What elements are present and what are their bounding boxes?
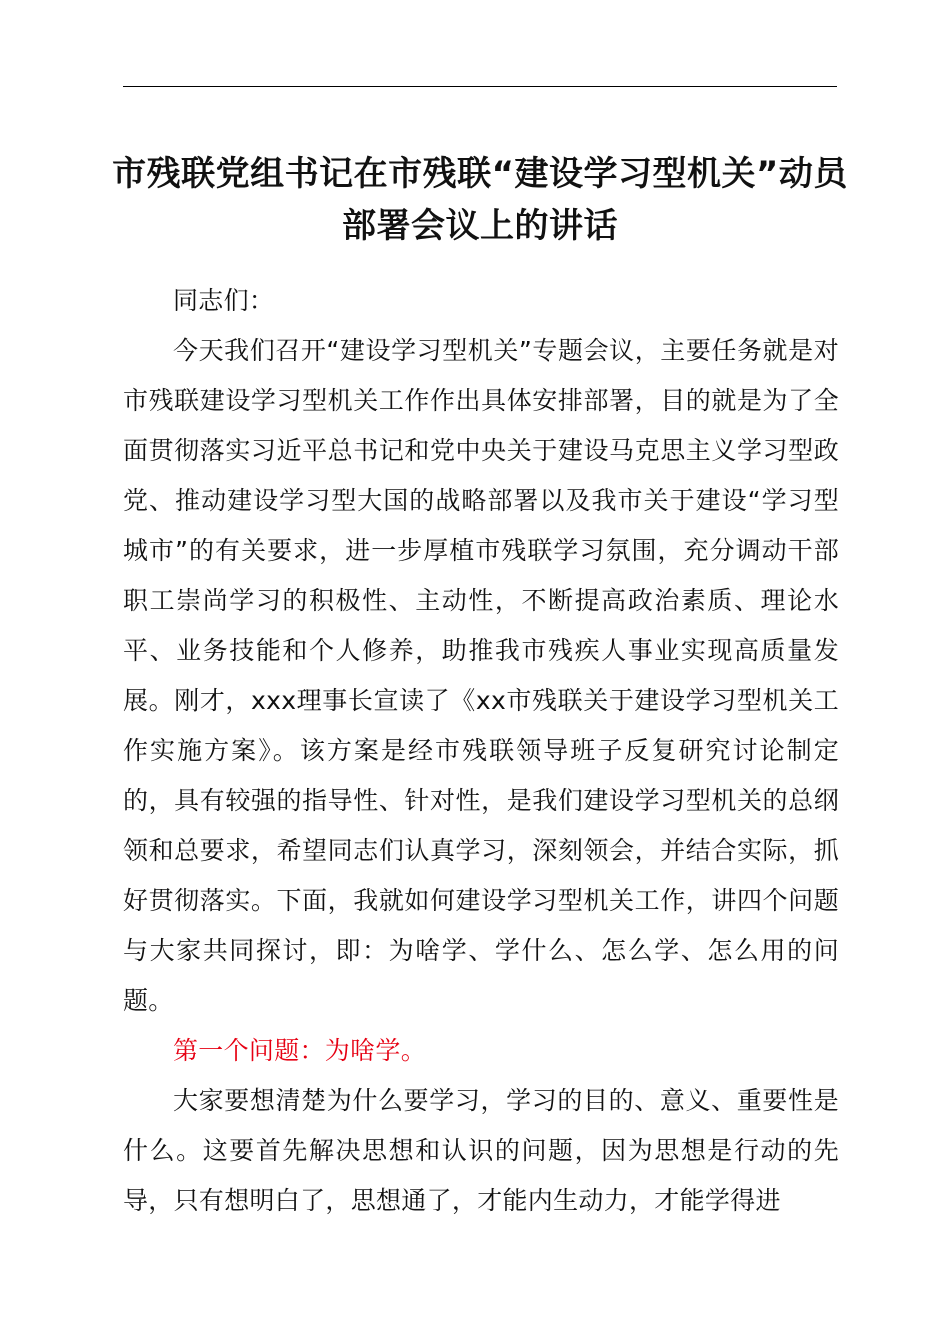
section-paragraph: 大家要想清楚为什么要学习，学习的目的、意义、重要性是什么。这要首先解决思想和认识的问题，因为思想是行动的先导，只有想明白了，思想通了，才能内生动力，才能学得进 bbox=[123, 1086, 839, 1215]
header-rule bbox=[123, 86, 837, 87]
document-body bbox=[123, 276, 839, 1226]
section-heading: 第一个问题：为啥学。 bbox=[173, 1036, 427, 1065]
intro-paragraph: 今天我们召开“建设学习型机关”专题会议，主要任务就是对市残联建设学习型机关工作作出具体安排部署，目的就是为了全面贯彻落实习近平总书记和党中央关于建设马克思主义学习型政党、推动建设学习型大国的战略部署以及我市关于建设“学习型城市”的有关要求，进一步厚植市残联学习氛围，充分调动干部职工崇尚学习的积极性、主动性，不断提高政治素质、理论水平、业务技能和个人修养，助推我市残疾人事业实现高质量发展。刚才，xxx理事长宣读了《xx市残联关于建设学习型机关工作实施方案》。该方案是经市残联领导班子反复研究讨论制定的，具有较强的指导性、针对性，是我们建设学习型机关的总纲领和总要求，希望同志们认真学习，深刻领会，并结合实际，抓好贯彻落实。下面，我就如何建设学习型机关工作，讲四个问题与大家共同探讨，即：为啥学、学什么、怎么学、怎么用的问题。 bbox=[123, 336, 839, 1015]
salutation: 同志们： bbox=[173, 286, 275, 315]
document-title: 市残联党组书记在市残联“建设学习型机关”动员部署会议上的讲话 bbox=[112, 154, 848, 246]
